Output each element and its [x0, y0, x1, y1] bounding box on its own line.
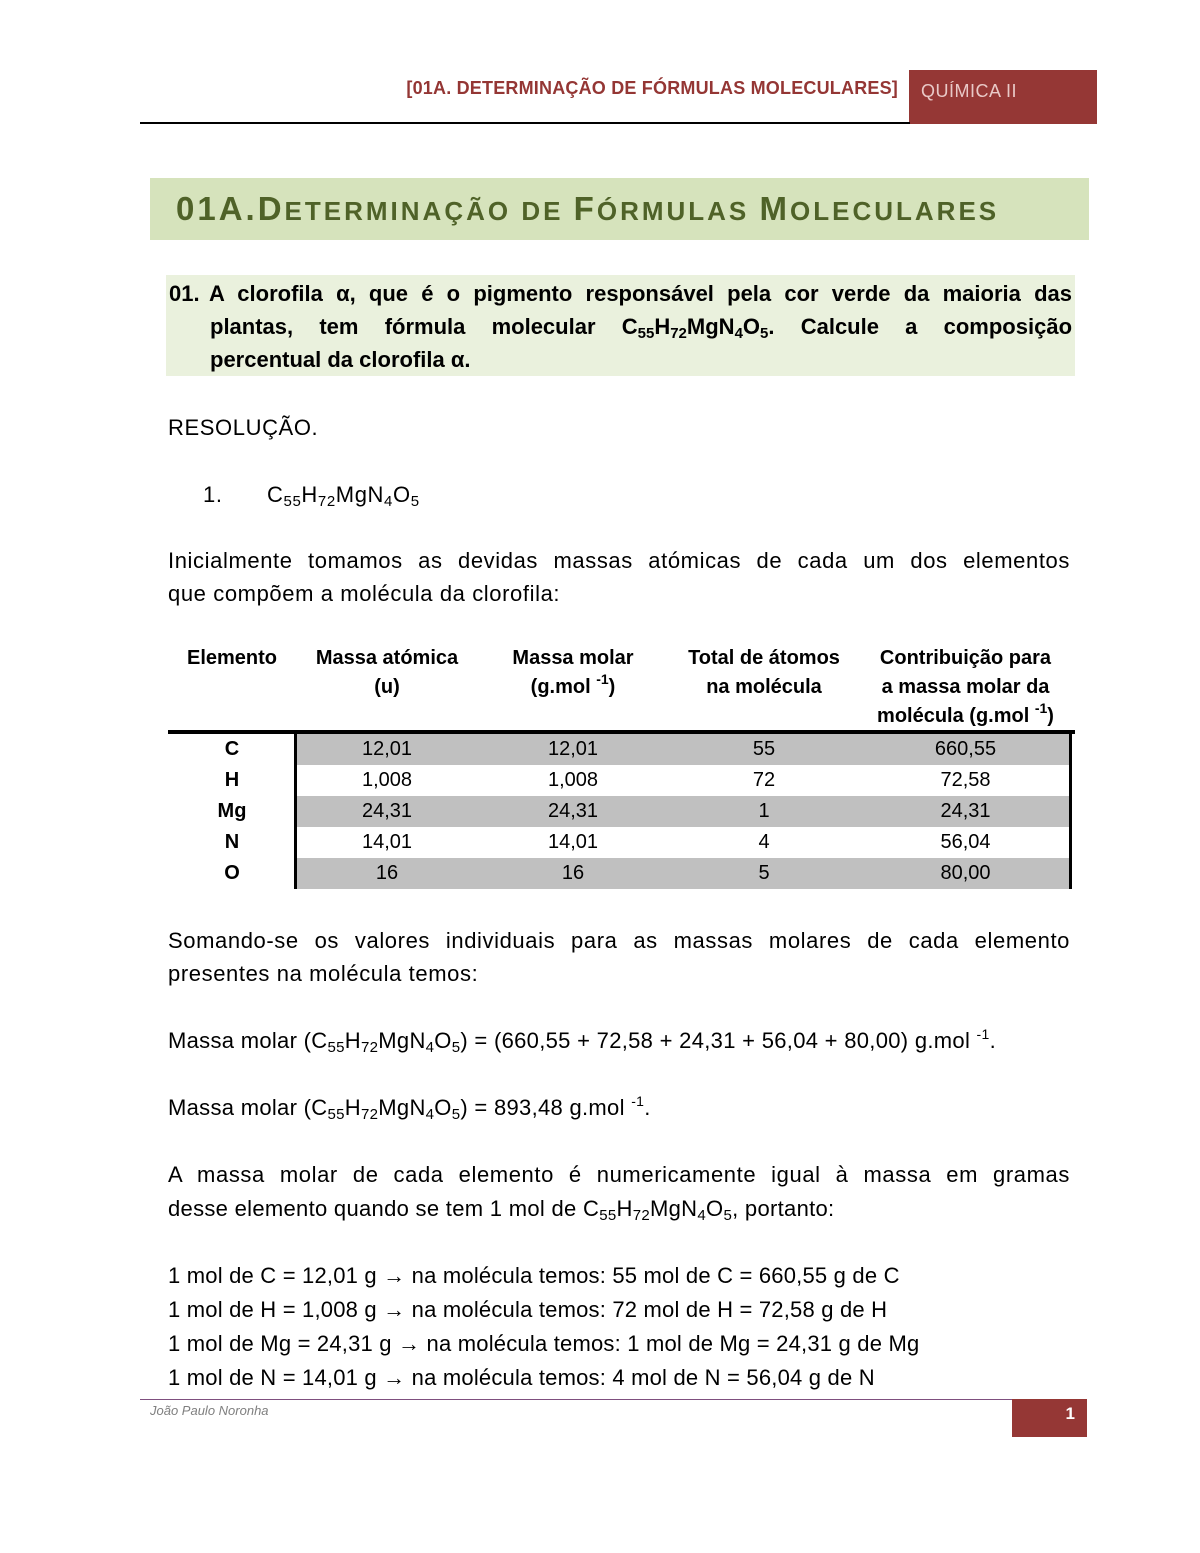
row-element: H [224, 769, 240, 791]
th-atomic-mass: Massa atómica (u) [315, 647, 459, 698]
header-rule [140, 122, 910, 124]
step-formula: 1. $C_{55}H_{72}MgN_4O_5$ [203, 482, 420, 510]
cell-contribution: 80,00 [940, 862, 991, 884]
cell-contribution: 24,31 [940, 800, 991, 822]
subject-badge [909, 70, 1097, 124]
cell-atomic-mass: 1,008 [361, 769, 413, 791]
cell-atoms: 5 [758, 862, 770, 884]
cell-molar-mass: 12,01 [547, 738, 599, 760]
intro-line-1: Inicialmente tomamos as devidas massas atómicas de cada um dos elementos [168, 548, 1070, 573]
subject-label: QUÍMICA II [921, 81, 1018, 101]
running-header-title: [01A. DETERMINAÇÃO DE FÓRMULAS MOLECULARES] [406, 78, 898, 98]
mol-line-mg: 1 mol de Mg = 24,31 g → na molécula temos: 1 mol de Mg = 24,31 g de Mg [168, 1331, 920, 1356]
footer-rule [140, 1399, 1086, 1400]
cell-contribution: 660,55 [934, 738, 997, 760]
cell-atoms: 4 [758, 831, 770, 853]
cell-atomic-mass: 14,01 [361, 831, 413, 853]
th-molar-mass: Massa molar (g.mol $^{-1}$) [512, 647, 634, 698]
th-element: Elemento [186, 647, 278, 669]
th-total-atoms: Total de átomos na molécula [688, 647, 840, 698]
table-row [168, 827, 1071, 858]
molar-mass-result: Massa molar $(C_{55}H_{72}MgN_4O_5) = 893,48$ g.mol $^{-1}$. [168, 1093, 651, 1123]
mol-line-n: 1 mol de N = 14,01 g → na molécula temos: 4 mol de N = 56,04 g de N [168, 1365, 875, 1390]
table-left-rule [294, 734, 297, 889]
question-number: 01. [169, 281, 200, 306]
mass-line-1: A massa molar de cada elemento é numericamente igual à massa em gramas [168, 1162, 1070, 1187]
cell-atomic-mass: 12,01 [361, 738, 413, 760]
table-right-rule [1069, 734, 1072, 889]
section-title: 01A.DETERMINAÇÃO DE FÓRMULAS MOLECULARES [176, 190, 1000, 227]
footer-author: João Paulo Noronha [150, 1403, 269, 1418]
row-element: O [224, 862, 240, 884]
table-row [168, 734, 1071, 765]
question-text: 01. A clorofila α, que é o pigmento responsável pela cor verde da maioria das plantas, tem fórmula molecular $C_{55}H_{72}MgN_4O_5$. Calcule a composição percentual da clorofila α. [169, 277, 1072, 376]
cell-contribution: 56,04 [940, 831, 991, 853]
mol-line-c: 1 mol de C = 12,01 g → na molécula temos: 55 mol de C = 660,55 g de C [168, 1263, 900, 1288]
mol-line-h: 1 mol de H = 1,008 g → na molécula temos: 72 mol de H = 72,58 g de H [168, 1297, 888, 1322]
section-title-box [150, 178, 1089, 240]
row-element: C [224, 738, 240, 760]
cell-atoms: 1 [758, 800, 770, 822]
cell-atomic-mass: 24,31 [361, 800, 413, 822]
page-number: 1 [1065, 1404, 1075, 1423]
cell-molar-mass: 24,31 [547, 800, 599, 822]
mass-line-2: desse elemento quando se tem 1 mol de $C_{55}H_{72}MgN_4O_5$, portanto: [168, 1196, 835, 1224]
cell-molar-mass: 1,008 [547, 769, 599, 791]
page-number-badge [1012, 1399, 1087, 1437]
table-row [168, 765, 1071, 796]
cell-atomic-mass: 16 [375, 862, 399, 884]
th-contribution: Contribuição para a massa molar da molécula (g.mol $^{-1}$) [877, 647, 1054, 727]
cell-molar-mass: 16 [561, 862, 585, 884]
table-row [168, 796, 1071, 827]
sum-line-2: presentes na molécula temos: [168, 961, 479, 986]
resolution-label: RESOLUÇÃO. [168, 415, 319, 440]
intro-line-2: que compõem a molécula da clorofila: [168, 581, 561, 606]
cell-molar-mass: 14,01 [547, 831, 599, 853]
molar-mass-equation: Massa molar $(C_{55}H_{72}MgN_4O_5) = (660,55 + 72,58 + 24,31 + 56,04 + 80,00)$ g.mol $^{-1}$. [168, 1026, 997, 1056]
sum-line-1: Somando-se os valores individuais para as massas molares de cada elemento [168, 928, 1070, 953]
cell-atoms: 72 [752, 769, 776, 791]
cell-atoms: 55 [752, 738, 776, 760]
row-element: Mg [217, 800, 247, 822]
table-row [168, 858, 1071, 889]
row-element: N [224, 831, 240, 853]
question-box [166, 275, 1075, 376]
cell-contribution: 72,58 [940, 769, 991, 791]
